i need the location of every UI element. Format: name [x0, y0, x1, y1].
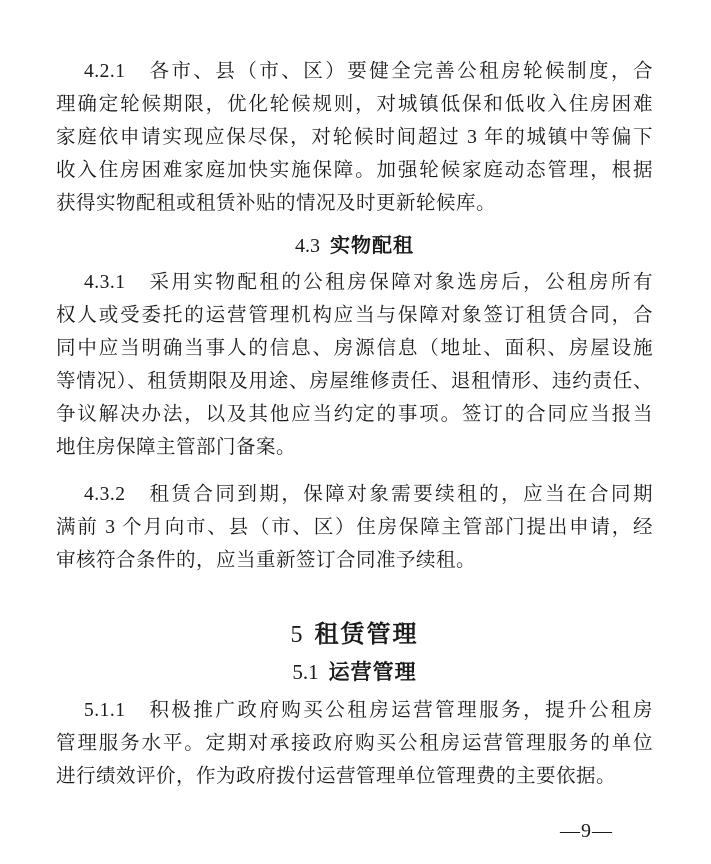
text-line: 满前 3 个月向市、县（市、区）住房保障主管部门提出申请，经	[56, 517, 653, 538]
heading-number: 5	[290, 622, 303, 648]
heading-title: 运营管理	[328, 661, 417, 684]
heading-number: 5.1	[292, 660, 319, 684]
text-line: 收入住房困难家庭加快实施保障。加强轮候家庭动态管理，根据	[56, 160, 653, 181]
section-heading-5-1	[56, 656, 653, 689]
clause-5-1-1	[56, 694, 653, 793]
heading-number: 4.3	[295, 235, 320, 257]
text-line: 进行绩效评价，作为政府拨付运营管理单位管理费的主要依据。	[56, 766, 617, 787]
text-line: 获得实物配租或租赁补贴的情况及时更新轮候库。	[56, 193, 497, 214]
text-line: 管理服务水平。定期对承接政府购买公租房运营管理服务的单位	[56, 733, 653, 754]
text-line: 同中应当明确当事人的信息、房源信息（地址、面积、房屋设施	[56, 338, 653, 359]
text-line: 等情况）、租赁期限及用途、房屋维修责任、退租情形、违约责任、	[56, 371, 653, 392]
text-line: 理确定轮候期限，优化轮候规则，对城镇低保和低收入住房困难	[56, 94, 653, 115]
text-line: 家庭依申请实现应保尽保，对轮候时间超过 3 年的城镇中等偏下	[56, 127, 653, 148]
chapter-heading-5	[56, 617, 653, 653]
text-line: 地住房保障主管部门备案。	[56, 437, 297, 458]
text-line: 4.3.2 租赁合同到期，保障对象需要续租的，应当在合同期	[84, 484, 653, 505]
heading-title: 实物配租	[330, 235, 414, 257]
clause-4-2-1	[56, 55, 653, 220]
clause-4-3-2	[56, 478, 653, 577]
page-number: —9—	[560, 820, 613, 842]
text-line: 争议解决办法，以及其他应当约定的事项。签订的合同应当报当	[56, 404, 653, 425]
section-heading-4-3	[56, 230, 653, 262]
text-line: 5.1.1 积极推广政府购买公租房运营管理服务，提升公租房	[84, 700, 653, 721]
text-line: 审核符合条件的，应当重新签订合同准予续租。	[56, 550, 477, 571]
heading-title: 租赁管理	[314, 621, 419, 648]
clause-4-3-1	[56, 266, 653, 464]
text-line: 4.3.1 采用实物配租的公租房保障对象选房后，公租房所有	[84, 272, 653, 293]
document-body	[56, 55, 653, 793]
text-line: 4.2.1 各市、县（市、区）要健全完善公租房轮候制度，合	[84, 61, 653, 82]
text-line: 权人或受委托的运营管理机构应当与保障对象签订租赁合同，合	[56, 305, 653, 326]
